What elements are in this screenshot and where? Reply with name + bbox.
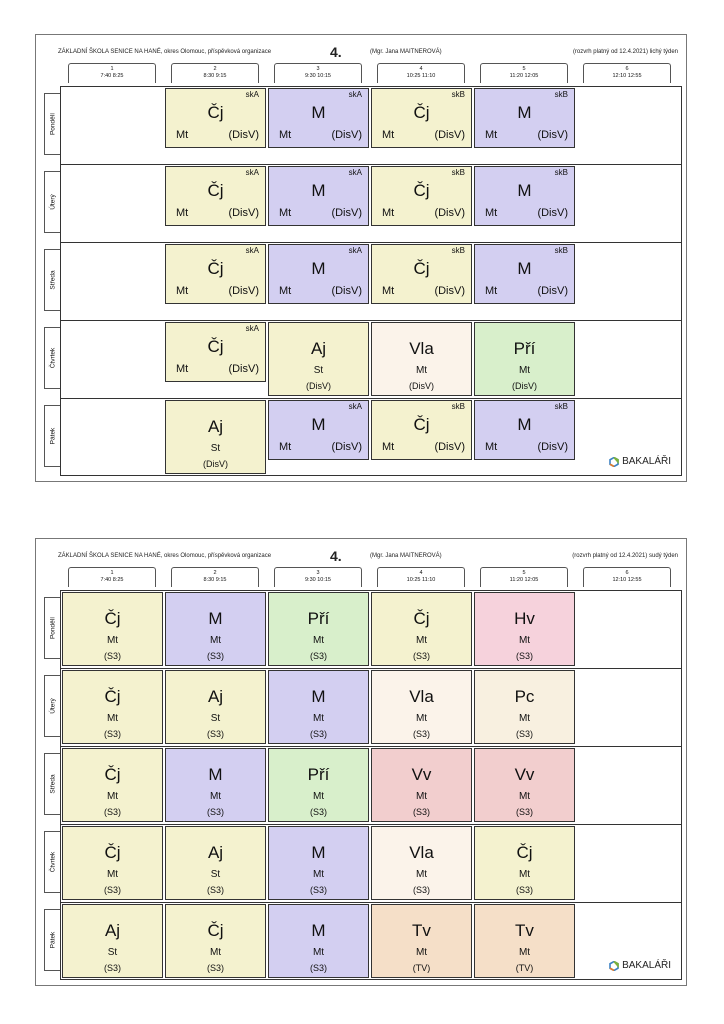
lesson-group: skB <box>554 402 568 411</box>
lesson-cell[interactable] <box>165 166 266 226</box>
lesson-teacher: Mt <box>106 869 119 880</box>
lesson-teacher: Mt <box>382 285 395 297</box>
lesson-cell[interactable] <box>474 88 575 148</box>
lesson-teacher: Mt <box>312 869 325 880</box>
lesson-cell[interactable] <box>165 244 266 304</box>
lesson-group: skB <box>554 90 568 99</box>
lesson-cell[interactable] <box>371 166 472 226</box>
lesson-subject: Čj <box>207 921 224 940</box>
lesson-cell[interactable] <box>165 904 266 978</box>
lesson-subject: Čj <box>104 609 121 628</box>
lesson-room: (DisV) <box>434 285 465 297</box>
lesson-subject: Tv <box>412 921 431 940</box>
lesson-teacher: Mt <box>415 635 428 646</box>
lesson-cell[interactable] <box>268 592 369 666</box>
brand-name: BAKALÁŘI <box>622 960 671 971</box>
lesson-group: skB <box>451 402 465 411</box>
lesson-teacher: Mt <box>176 285 189 297</box>
lesson-subject: Pří <box>513 339 536 358</box>
validity-note: (rozvrh platný od 12.4.2021) sudý týden <box>572 553 678 559</box>
lesson-teacher: Mt <box>415 365 428 376</box>
day-row <box>49 903 681 981</box>
period-number: 1 <box>110 570 114 576</box>
lesson-subject: Pc <box>514 687 535 706</box>
lesson-teacher: Mt <box>279 207 292 219</box>
lesson-group: skB <box>554 168 568 177</box>
day-name: Pondělí <box>49 616 56 640</box>
lesson-room: (S3) <box>309 807 327 817</box>
lesson-subject: M <box>517 415 532 434</box>
lesson-cell[interactable] <box>268 400 369 460</box>
lesson-teacher: St <box>210 713 221 724</box>
lesson-teacher: St <box>210 869 221 880</box>
lesson-cell[interactable] <box>268 826 369 900</box>
day-label <box>44 171 60 233</box>
day-label <box>44 909 60 971</box>
period-number: 5 <box>522 66 526 72</box>
lesson-teacher: Mt <box>415 947 428 958</box>
lesson-teacher: Mt <box>106 791 119 802</box>
bakalari-logo <box>609 960 671 971</box>
lesson-cell[interactable] <box>268 670 369 744</box>
lesson-group: skB <box>554 246 568 255</box>
lesson-teacher: Mt <box>209 791 222 802</box>
lesson-cell[interactable] <box>165 670 266 744</box>
lesson-subject: M <box>311 181 326 200</box>
timetable-odd-week <box>35 34 687 482</box>
lesson-teacher: St <box>210 443 221 454</box>
lesson-room: (S3) <box>103 885 121 895</box>
day-name: Čtvrtek <box>49 347 56 369</box>
period-header-row <box>68 63 672 83</box>
period-number: 3 <box>316 570 320 576</box>
period-number: 4 <box>419 66 423 72</box>
school-name: ZÁKLADNÍ ŠKOLA SENICE NA HANÉ, okres Olomouc, příspěvková organizace <box>58 49 272 55</box>
lesson-teacher: Mt <box>415 869 428 880</box>
lesson-room: (S3) <box>103 729 121 739</box>
period-number: 2 <box>213 570 217 576</box>
lesson-teacher: Mt <box>518 791 531 802</box>
day-name: Čtvrtek <box>49 851 56 873</box>
lesson-room: (S3) <box>412 807 430 817</box>
lesson-room: (DisV) <box>228 129 259 141</box>
lesson-cell[interactable] <box>474 670 575 744</box>
lesson-room: (DisV) <box>537 129 568 141</box>
lesson-room: (DisV) <box>331 441 362 453</box>
lesson-cell[interactable] <box>371 748 472 822</box>
lesson-room: (TV) <box>412 963 431 973</box>
period-header <box>583 63 671 83</box>
lesson-cell[interactable] <box>62 904 163 978</box>
sheet-header <box>58 548 678 564</box>
lesson-cell[interactable] <box>371 400 472 460</box>
period-header <box>274 567 362 587</box>
lesson-room: (S3) <box>515 885 533 895</box>
period-number: 6 <box>625 66 629 72</box>
lesson-room: (S3) <box>206 729 224 739</box>
lesson-room: (DisV) <box>331 129 362 141</box>
lesson-room: (DisV) <box>537 441 568 453</box>
day-row <box>49 165 681 243</box>
lesson-room: (DisV) <box>512 381 537 391</box>
lesson-room: (S3) <box>206 963 224 973</box>
lesson-cell[interactable] <box>474 904 575 978</box>
lesson-room: (S3) <box>206 885 224 895</box>
lesson-subject: Čj <box>413 415 430 434</box>
lesson-subject: Aj <box>310 339 327 358</box>
validity-note: (rozvrh platný od 12.4.2021) lichý týden <box>572 49 678 55</box>
lesson-cell[interactable] <box>62 592 163 666</box>
class-name: 4. <box>330 44 342 60</box>
lesson-cell[interactable] <box>268 904 369 978</box>
lesson-cell[interactable] <box>268 322 369 396</box>
lesson-teacher: Mt <box>279 129 292 141</box>
hexagon-logo-icon <box>609 457 619 467</box>
period-time: 9:30 10:15 <box>305 577 331 583</box>
lesson-cell[interactable] <box>62 826 163 900</box>
lesson-teacher: Mt <box>176 363 189 375</box>
lesson-room: (DisV) <box>228 207 259 219</box>
lesson-subject: Vv <box>411 765 432 784</box>
lesson-cell[interactable] <box>165 826 266 900</box>
lesson-subject: M <box>311 687 326 706</box>
lesson-subject: M <box>311 921 326 940</box>
period-number: 6 <box>625 570 629 576</box>
lesson-teacher: Mt <box>485 285 498 297</box>
class-teacher: (Mgr. Jana MAITNEROVÁ) <box>370 49 442 55</box>
lesson-cell[interactable] <box>62 748 163 822</box>
day-label <box>44 93 60 155</box>
day-row <box>49 87 681 165</box>
lesson-subject: Čj <box>413 103 430 122</box>
period-header <box>480 63 568 83</box>
lesson-subject: Čj <box>413 181 430 200</box>
lesson-teacher: Mt <box>485 129 498 141</box>
lesson-subject: M <box>311 103 326 122</box>
period-header <box>377 567 465 587</box>
lesson-subject: M <box>311 843 326 862</box>
lesson-group: skB <box>451 168 465 177</box>
lesson-cell[interactable] <box>268 748 369 822</box>
lesson-subject: Pří <box>307 765 330 784</box>
school-name: ZÁKLADNÍ ŠKOLA SENICE NA HANÉ, okres Olomouc, příspěvková organizace <box>58 553 272 559</box>
period-time: 9:30 10:15 <box>305 73 331 79</box>
lesson-subject: Aj <box>207 687 224 706</box>
lesson-subject: Čj <box>207 259 224 278</box>
class-teacher: (Mgr. Jana MAITNEROVÁ) <box>370 553 442 559</box>
lesson-cell[interactable] <box>371 88 472 148</box>
lesson-group: skA <box>245 246 259 255</box>
lesson-room: (S3) <box>412 729 430 739</box>
sheet-header <box>58 44 678 60</box>
lesson-teacher: Mt <box>176 207 189 219</box>
bakalari-logo <box>609 456 671 467</box>
day-row <box>49 243 681 321</box>
lesson-room: (S3) <box>309 651 327 661</box>
lesson-group: skB <box>451 246 465 255</box>
period-time: 10:25 11:10 <box>406 577 436 583</box>
lesson-subject: Čj <box>104 765 121 784</box>
lesson-subject: Čj <box>207 103 224 122</box>
lesson-cell[interactable] <box>165 592 266 666</box>
lesson-cell[interactable] <box>371 244 472 304</box>
lesson-teacher: Mt <box>518 713 531 724</box>
lesson-subject: Vla <box>409 687 434 706</box>
day-label <box>44 675 60 737</box>
lesson-room: (DisV) <box>434 441 465 453</box>
period-header <box>480 567 568 587</box>
period-number: 1 <box>110 66 114 72</box>
lesson-room: (DisV) <box>537 207 568 219</box>
timetable-grid <box>49 590 682 980</box>
lesson-cell[interactable] <box>474 592 575 666</box>
lesson-subject: Čj <box>413 259 430 278</box>
lesson-teacher: St <box>107 947 118 958</box>
lesson-teacher: Mt <box>106 635 119 646</box>
lesson-subject: Čj <box>104 843 121 862</box>
lesson-room: (DisV) <box>434 129 465 141</box>
lesson-cell[interactable] <box>371 322 472 396</box>
lesson-teacher: Mt <box>415 713 428 724</box>
period-number: 4 <box>419 570 423 576</box>
lesson-room: (S3) <box>309 729 327 739</box>
period-header <box>68 63 156 83</box>
period-time: 11:20 12:05 <box>509 577 539 583</box>
lesson-room: (DisV) <box>409 381 434 391</box>
lesson-subject: Hv <box>514 609 535 628</box>
lesson-room: (TV) <box>515 963 534 973</box>
lesson-room: (S3) <box>103 963 121 973</box>
day-row <box>49 399 681 477</box>
lesson-room: (S3) <box>412 651 430 661</box>
lesson-room: (S3) <box>103 651 121 661</box>
lesson-cell[interactable] <box>371 904 472 978</box>
lesson-group: skA <box>348 90 362 99</box>
lesson-teacher: Mt <box>209 947 222 958</box>
lesson-room: (DisV) <box>203 459 228 469</box>
period-header <box>171 567 259 587</box>
lesson-room: (S3) <box>515 729 533 739</box>
lesson-cell[interactable] <box>474 826 575 900</box>
day-label <box>44 831 60 893</box>
lesson-room: (DisV) <box>228 363 259 375</box>
day-label <box>44 249 60 311</box>
lesson-cell[interactable] <box>474 400 575 460</box>
lesson-teacher: Mt <box>176 129 189 141</box>
lesson-teacher: Mt <box>382 207 395 219</box>
period-header <box>171 63 259 83</box>
lesson-teacher: Mt <box>382 129 395 141</box>
lesson-group: skA <box>245 324 259 333</box>
lesson-teacher: Mt <box>518 365 531 376</box>
lesson-teacher: Mt <box>312 791 325 802</box>
lesson-subject: M <box>311 415 326 434</box>
lesson-subject: Aj <box>104 921 121 940</box>
lesson-room: (DisV) <box>331 285 362 297</box>
lesson-teacher: Mt <box>382 441 395 453</box>
day-name: Středa <box>49 774 56 794</box>
day-label <box>44 405 60 467</box>
lesson-subject: Vv <box>514 765 535 784</box>
lesson-teacher: Mt <box>518 635 531 646</box>
lesson-subject: Pří <box>307 609 330 628</box>
period-header <box>377 63 465 83</box>
lesson-room: (S3) <box>412 885 430 895</box>
day-row <box>49 321 681 399</box>
timetable-grid <box>49 86 682 476</box>
lesson-room: (S3) <box>309 885 327 895</box>
day-name: Pátek <box>49 931 56 949</box>
lesson-group: skA <box>348 246 362 255</box>
day-label <box>44 327 60 389</box>
lesson-teacher: Mt <box>279 285 292 297</box>
lesson-subject: Čj <box>207 181 224 200</box>
lesson-cell[interactable] <box>62 670 163 744</box>
lesson-room: (DisV) <box>331 207 362 219</box>
timetable-even-week <box>35 538 687 986</box>
period-time: 8:30 9:15 <box>203 577 227 583</box>
period-header-row <box>68 567 672 587</box>
period-time: 12:10 12:55 <box>612 73 642 79</box>
lesson-subject: Aj <box>207 417 224 436</box>
day-name: Úterý <box>49 698 56 714</box>
lesson-cell[interactable] <box>268 244 369 304</box>
day-row <box>49 669 681 747</box>
lesson-teacher: St <box>313 365 324 376</box>
day-name: Středa <box>49 270 56 290</box>
class-name: 4. <box>330 548 342 564</box>
lesson-subject: Tv <box>515 921 534 940</box>
period-time: 7:40 8:25 <box>100 577 124 583</box>
period-number: 5 <box>522 570 526 576</box>
lesson-room: (S3) <box>103 807 121 817</box>
lesson-teacher: Mt <box>312 947 325 958</box>
day-label <box>44 597 60 659</box>
day-name: Úterý <box>49 194 56 210</box>
lesson-subject: M <box>208 609 223 628</box>
lesson-cell[interactable] <box>268 166 369 226</box>
lesson-group: skA <box>348 168 362 177</box>
lesson-cell[interactable] <box>474 748 575 822</box>
lesson-cell[interactable] <box>165 400 266 474</box>
lesson-cell[interactable] <box>371 592 472 666</box>
period-time: 7:40 8:25 <box>100 73 124 79</box>
period-header <box>274 63 362 83</box>
lesson-subject: M <box>517 181 532 200</box>
day-row <box>49 591 681 669</box>
lesson-teacher: Mt <box>485 441 498 453</box>
lesson-room: (S3) <box>515 651 533 661</box>
lesson-room: (S3) <box>309 963 327 973</box>
lesson-cell[interactable] <box>165 322 266 382</box>
lesson-cell[interactable] <box>474 244 575 304</box>
lesson-group: skA <box>348 402 362 411</box>
lesson-subject: Čj <box>413 609 430 628</box>
lesson-subject: M <box>311 259 326 278</box>
lesson-subject: M <box>208 765 223 784</box>
lesson-cell[interactable] <box>165 88 266 148</box>
period-time: 10:25 11:10 <box>406 73 436 79</box>
lesson-subject: Vla <box>409 339 434 358</box>
lesson-teacher: Mt <box>106 713 119 724</box>
lesson-teacher: Mt <box>518 869 531 880</box>
lesson-cell[interactable] <box>474 322 575 396</box>
lesson-teacher: Mt <box>279 441 292 453</box>
day-name: Pondělí <box>49 112 56 136</box>
brand-name: BAKALÁŘI <box>622 456 671 467</box>
lesson-room: (DisV) <box>228 285 259 297</box>
lesson-cell[interactable] <box>371 826 472 900</box>
lesson-room: (S3) <box>206 807 224 817</box>
lesson-cell[interactable] <box>268 88 369 148</box>
lesson-cell[interactable] <box>371 670 472 744</box>
lesson-room: (DisV) <box>434 207 465 219</box>
period-number: 3 <box>316 66 320 72</box>
lesson-teacher: Mt <box>209 635 222 646</box>
lesson-group: skA <box>245 90 259 99</box>
lesson-room: (DisV) <box>537 285 568 297</box>
lesson-subject: Čj <box>207 337 224 356</box>
hexagon-logo-icon <box>609 961 619 971</box>
lesson-subject: Aj <box>207 843 224 862</box>
period-header <box>583 567 671 587</box>
lesson-room: (S3) <box>515 807 533 817</box>
lesson-room: (S3) <box>206 651 224 661</box>
lesson-subject: Čj <box>104 687 121 706</box>
lesson-teacher: Mt <box>518 947 531 958</box>
lesson-teacher: Mt <box>312 635 325 646</box>
lesson-teacher: Mt <box>312 713 325 724</box>
lesson-teacher: Mt <box>415 791 428 802</box>
lesson-cell[interactable] <box>165 748 266 822</box>
lesson-group: skB <box>451 90 465 99</box>
day-label <box>44 753 60 815</box>
lesson-subject: Vla <box>409 843 434 862</box>
lesson-subject: Čj <box>516 843 533 862</box>
day-row <box>49 747 681 825</box>
period-time: 11:20 12:05 <box>509 73 539 79</box>
lesson-subject: M <box>517 103 532 122</box>
day-row <box>49 825 681 903</box>
period-header <box>68 567 156 587</box>
lesson-cell[interactable] <box>474 166 575 226</box>
day-name: Pátek <box>49 427 56 445</box>
lesson-group: skA <box>245 168 259 177</box>
period-time: 12:10 12:55 <box>612 577 642 583</box>
lesson-room: (DisV) <box>306 381 331 391</box>
lesson-teacher: Mt <box>485 207 498 219</box>
period-time: 8:30 9:15 <box>203 73 227 79</box>
period-number: 2 <box>213 66 217 72</box>
lesson-subject: M <box>517 259 532 278</box>
